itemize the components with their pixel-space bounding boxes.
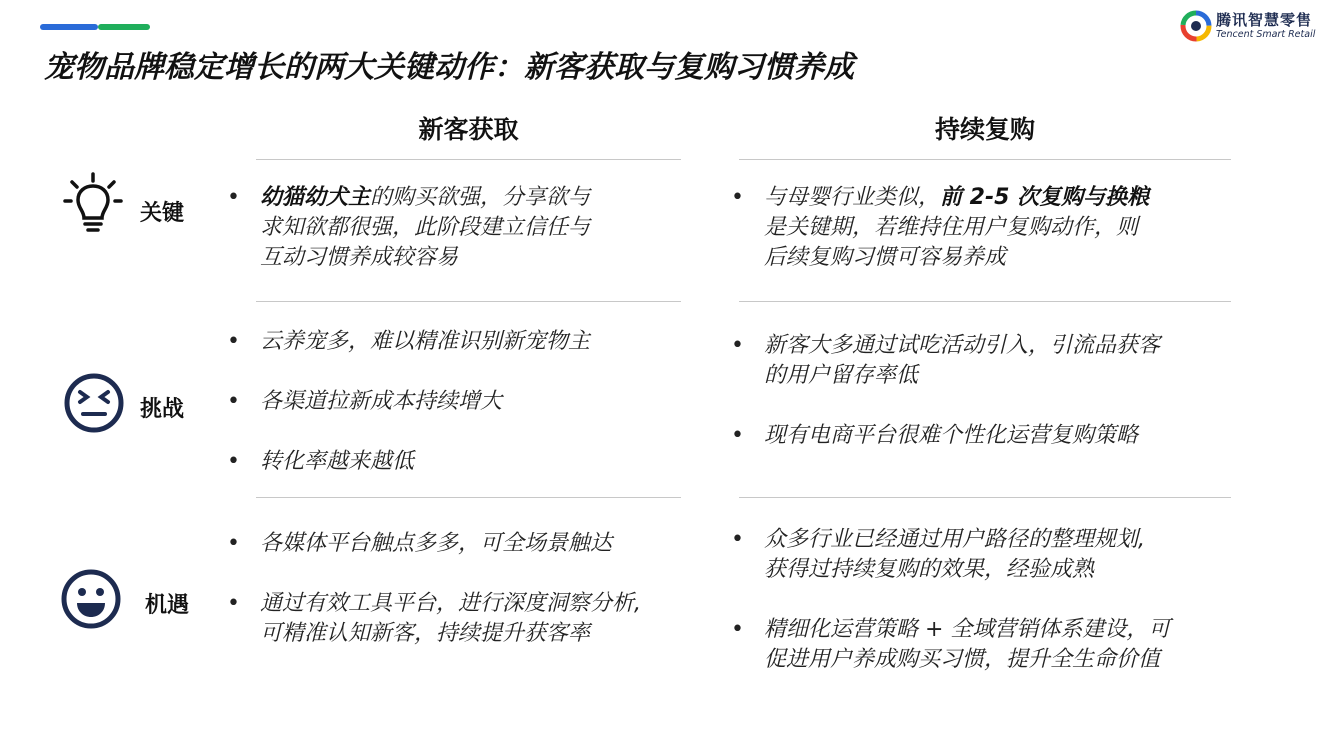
divider-row2-right [739, 497, 1231, 498]
list-item: • 各渠道拉新成本持续增大 [227, 387, 677, 417]
lightbulb-icon [63, 172, 123, 234]
tencent-smart-retail-logo-icon [1180, 10, 1212, 42]
list-item: • 众多行业已经通过用户路径的整理规划, 获得过持续复购的效果，经验成熟 [731, 525, 1231, 585]
key-left-list [227, 183, 667, 273]
divider-header-right [739, 159, 1231, 160]
list-item: • 现有电商平台很难个性化运营复购策略 [731, 421, 1231, 451]
row-label-opportunity: 机遇 [145, 593, 190, 618]
accent-bar-blue [40, 24, 98, 30]
list-item: • 各媒体平台触点多多，可全场景触达 [227, 529, 687, 559]
list-item: • 新客大多通过试吃活动引入，引流品获客 的用户留存率低 [731, 331, 1231, 391]
brand-logo [1180, 8, 1330, 44]
logo-english-name: Tencent Smart Retail [1216, 29, 1316, 40]
list-item: • 与母婴行业类似，前 2-5 次复购与换粮 是关键期，若维持住用户复购动作，则 后续复购习惯可容易养成 [731, 183, 1231, 273]
logo-chinese-name: 腾讯智慧零售 [1216, 11, 1313, 29]
challenge-right-list [731, 331, 1231, 451]
column-header-repurchase: 持续复购 [934, 115, 1035, 144]
divider-row1-left [256, 301, 681, 302]
page-title: 宠物品牌稳定增长的两大关键动作：新客获取与复购习惯养成 [44, 50, 854, 85]
list-item: • 幼猫幼犬主的购买欲强，分享欲与 求知欲都很强，此阶段建立信任与 互动习惯养成较容易 [227, 183, 667, 273]
list-item: • 转化率越来越低 [227, 447, 677, 477]
divider-row1-right [739, 301, 1231, 302]
row-label-challenge: 挑战 [140, 397, 185, 422]
frustrated-face-icon [63, 372, 125, 434]
key-right-list [731, 183, 1231, 273]
row-label-key: 关键 [140, 201, 185, 226]
happy-face-icon [60, 568, 122, 630]
opportunity-left-list [227, 529, 687, 649]
accent-bar-green [98, 24, 150, 30]
list-item: • 通过有效工具平台，进行深度洞察分析, 可精准认知新客，持续提升获客率 [227, 589, 687, 649]
divider-header-left [256, 159, 681, 160]
challenge-left-list [227, 327, 677, 477]
list-item: • 精细化运营策略 + 全域营销体系建设，可 促进用户养成购买习惯，提升全生命价值 [731, 615, 1231, 675]
list-item: • 云养宠多，难以精准识别新宠物主 [227, 327, 677, 357]
opportunity-right-list [731, 525, 1231, 675]
column-header-new-customer: 新客获取 [418, 115, 519, 144]
divider-row2-left [256, 497, 681, 498]
